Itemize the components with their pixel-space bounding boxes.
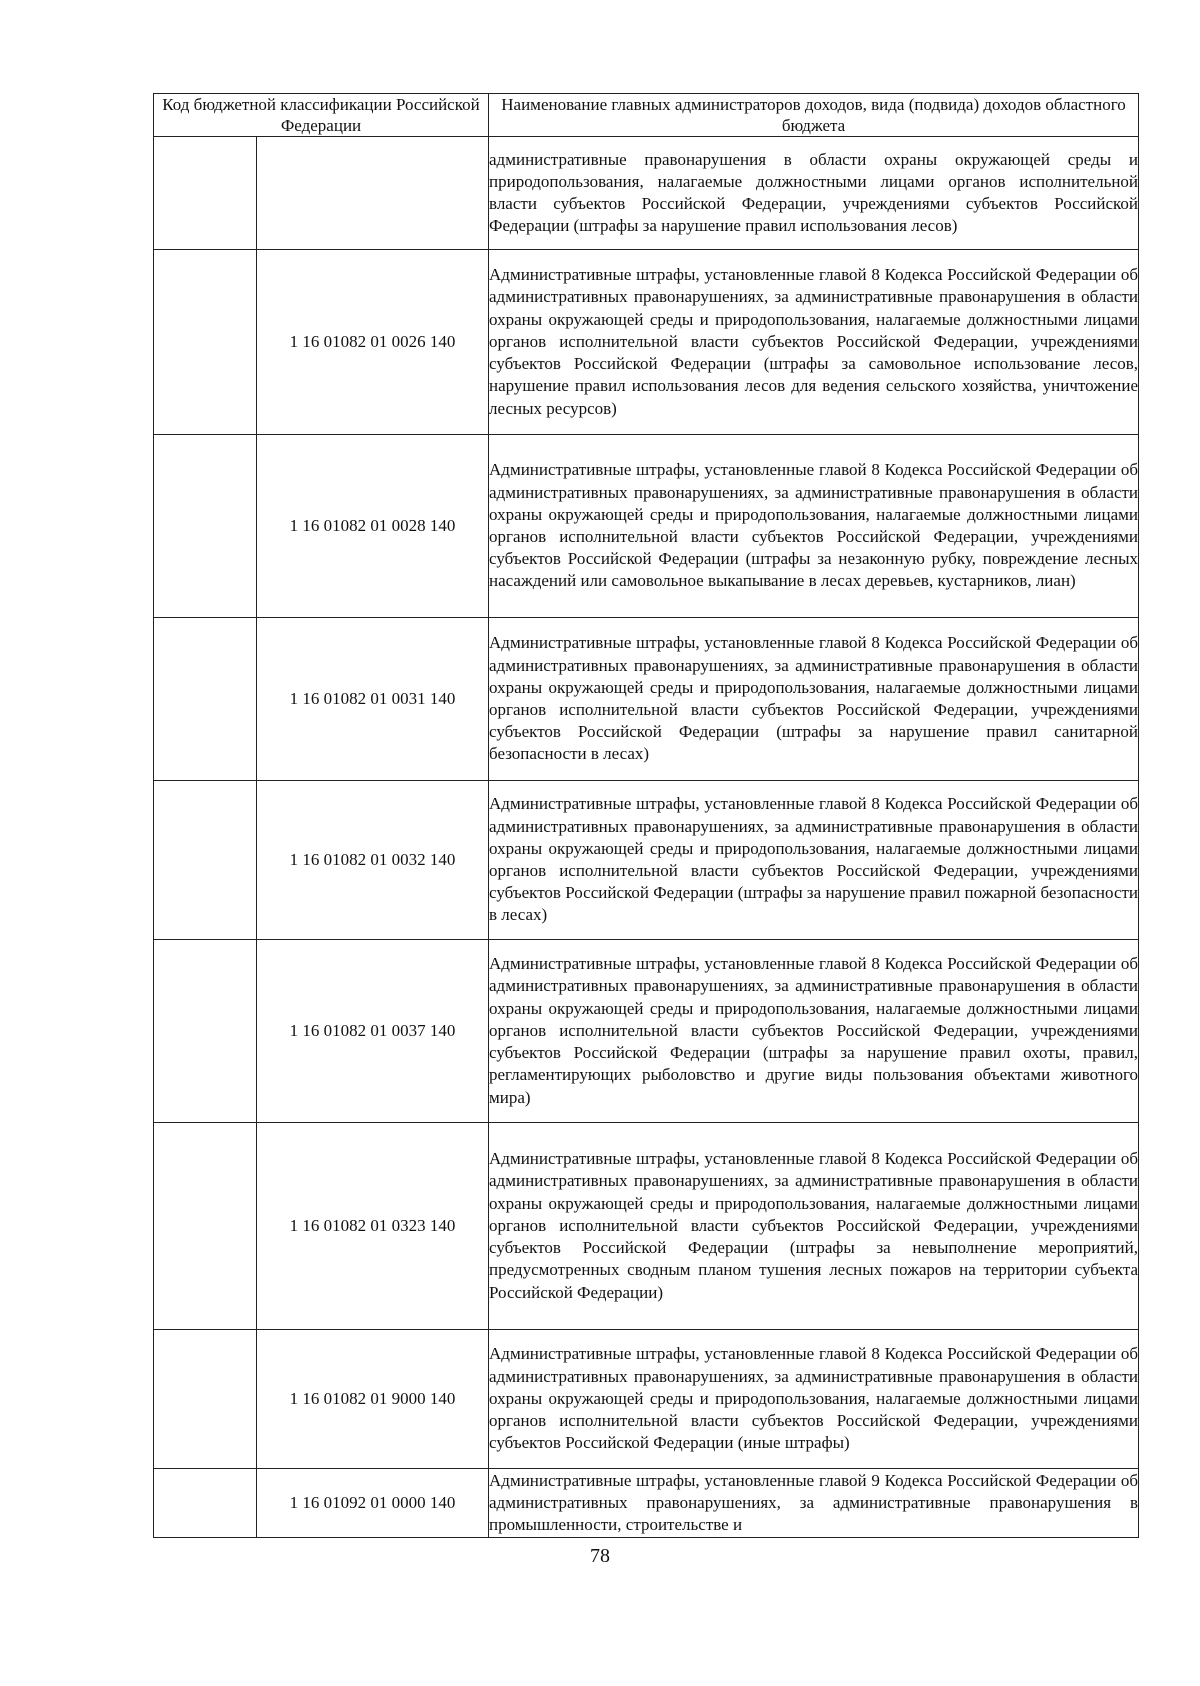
table-row <box>154 1469 1139 1538</box>
budget-code-cell: 1 16 01092 01 0000 140 <box>257 1469 489 1538</box>
revenue-name-cell: административные правонарушения в области охраны окружающей среды и природопользования, налагаемые должностными лицами органов исполнительной власти субъектов Российской Федерации, учреждениями субъектов Российской Федерации (штрафы за нарушение правил использования лесов) <box>489 137 1139 250</box>
revenue-name-cell: Административные штрафы, установленные главой 8 Кодекса Российской Федерации об административных правонарушениях, за административные правонарушения в области охраны окружающей среды и природопользования, налагаемые должностными лицами органов исполнительной власти субъектов Российской Федерации, учреждениями субъектов Российской Федерации (штрафы за нарушение правил пожарной безопасности в лесах) <box>489 781 1139 940</box>
admin-code-cell <box>154 250 257 435</box>
revenue-name-cell: Административные штрафы, установленные главой 8 Кодекса Российской Федерации об административных правонарушениях, за административные правонарушения в области охраны окружающей среды и природопользования, налагаемые должностными лицами органов исполнительной власти субъектов Российской Федерации, учреждениями субъектов Российской Федерации (штрафы за незаконную рубку, повреждение лесных насаждений или самовольное выкапывание в лесах деревьев, кустарников, лиан) <box>489 435 1139 618</box>
revenue-name-cell: Административные штрафы, установленные главой 8 Кодекса Российской Федерации об административных правонарушениях, за административные правонарушения в области охраны окружающей среды и природопользования, налагаемые должностными лицами органов исполнительной власти субъектов Российской Федерации, учреждениями субъектов Российской Федерации (иные штрафы) <box>489 1330 1139 1469</box>
budget-code-cell: 1 16 01082 01 0037 140 <box>257 940 489 1123</box>
budget-code-cell: 1 16 01082 01 9000 140 <box>257 1330 489 1469</box>
budget-code-cell: 1 16 01082 01 0026 140 <box>257 250 489 435</box>
table-row <box>154 1123 1139 1330</box>
admin-code-cell <box>154 781 257 940</box>
budget-code-cell: 1 16 01082 01 0031 140 <box>257 618 489 781</box>
admin-code-cell <box>154 940 257 1123</box>
header-name-column: Наименование главных администраторов доходов, вида (подвида) доходов областного бюджета <box>489 94 1139 137</box>
admin-code-cell <box>154 137 257 250</box>
table-row <box>154 137 1139 250</box>
revenue-name-cell: Административные штрафы, установленные главой 8 Кодекса Российской Федерации об административных правонарушениях, за административные правонарушения в области охраны окружающей среды и природопользования, налагаемые должностными лицами органов исполнительной власти субъектов Российской Федерации, учреждениями субъектов Российской Федерации (штрафы за нарушение правил охоты, правил, регламентирующих рыболовство и другие виды пользования объектами животного мира) <box>489 940 1139 1123</box>
admin-code-cell <box>154 435 257 618</box>
table-header-row <box>154 94 1139 137</box>
budget-code-cell <box>257 137 489 250</box>
table-row <box>154 1330 1139 1469</box>
admin-code-cell <box>154 1330 257 1469</box>
header-code-column: Код бюджетной классификации Российской Федерации <box>154 94 489 137</box>
table-row <box>154 435 1139 618</box>
table-row <box>154 940 1139 1123</box>
budget-code-cell: 1 16 01082 01 0028 140 <box>257 435 489 618</box>
budget-classification-table <box>153 93 1139 1538</box>
table-row <box>154 250 1139 435</box>
revenue-name-cell: Административные штрафы, установленные главой 9 Кодекса Российской Федерации об административных правонарушениях, за административные правонарушения в промышленности, строительстве и <box>489 1469 1139 1538</box>
revenue-name-cell: Административные штрафы, установленные главой 8 Кодекса Российской Федерации об административных правонарушениях, за административные правонарушения в области охраны окружающей среды и природопользования, налагаемые должностными лицами органов исполнительной власти субъектов Российской Федерации, учреждениями субъектов Российской Федерации (штрафы за самовольное использование лесов, нарушение правил использования лесов для ведения сельского хозяйства, уничтожение лесных ресурсов) <box>489 250 1139 435</box>
table-row <box>154 781 1139 940</box>
table-row <box>154 618 1139 781</box>
budget-code-cell: 1 16 01082 01 0323 140 <box>257 1123 489 1330</box>
revenue-name-cell: Административные штрафы, установленные главой 8 Кодекса Российской Федерации об административных правонарушениях, за административные правонарушения в области охраны окружающей среды и природопользования, налагаемые должностными лицами органов исполнительной власти субъектов Российской Федерации, учреждениями субъектов Российской Федерации (штрафы за нарушение правил санитарной безопасности в лесах) <box>489 618 1139 781</box>
revenue-name-cell: Административные штрафы, установленные главой 8 Кодекса Российской Федерации об административных правонарушениях, за административные правонарушения в области охраны окружающей среды и природопользования, налагаемые должностными лицами органов исполнительной власти субъектов Российской Федерации, учреждениями субъектов Российской Федерации (штрафы за невыполнение мероприятий, предусмотренных сводным планом тушения лесных пожаров на территории субъекта Российской Федерации) <box>489 1123 1139 1330</box>
budget-code-cell: 1 16 01082 01 0032 140 <box>257 781 489 940</box>
admin-code-cell <box>154 1469 257 1538</box>
admin-code-cell <box>154 618 257 781</box>
admin-code-cell <box>154 1123 257 1330</box>
page-number: 78 <box>590 1545 610 1567</box>
